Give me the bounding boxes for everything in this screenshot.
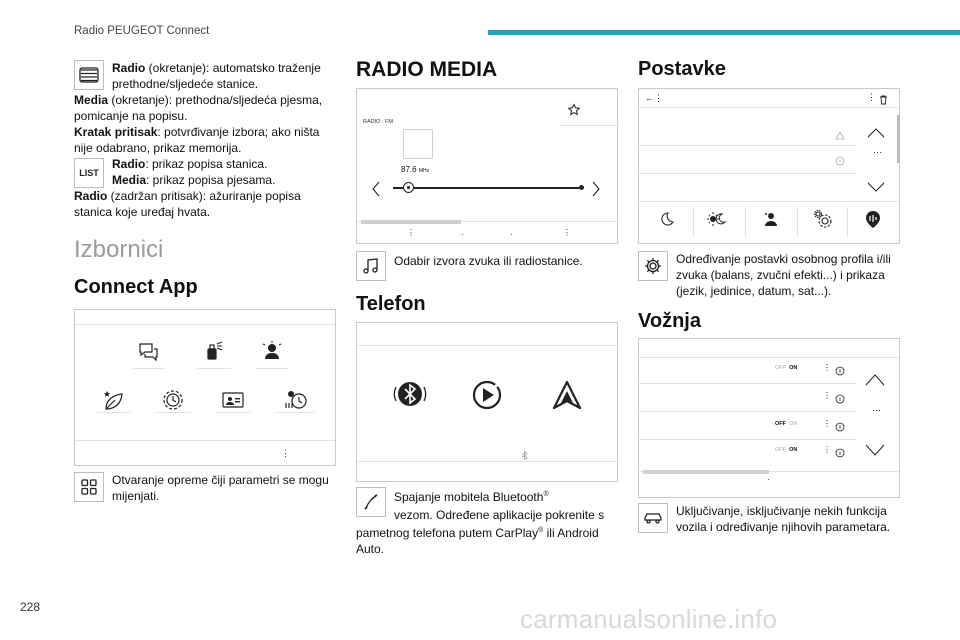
running-header: Radio PEUGEOT Connect xyxy=(74,25,210,37)
toggle-row-3[interactable] xyxy=(775,421,797,427)
row-1-more-icon[interactable]: ⋮ xyxy=(823,363,831,372)
radio-dot-2: · xyxy=(510,230,513,239)
list-media-text: : prikaz popisa pjesama. xyxy=(146,173,276,187)
station-artwork xyxy=(403,129,433,159)
radio-more-right-icon[interactable]: ⋮ xyxy=(563,228,571,237)
connect-app-title: Connect App xyxy=(74,276,198,298)
chat-settings-icon[interactable] xyxy=(137,340,159,367)
row-4-more-icon[interactable]: ⋮ xyxy=(823,445,831,454)
connect-app-screen xyxy=(74,309,336,466)
toggle-4-off: OFF xyxy=(775,447,786,453)
phone-caption-part-b: vezom. Određene aplikacije pokrenite s pametnog telefona putem CarPlay xyxy=(356,508,605,540)
short-press-label: Kratak pritisak xyxy=(74,125,158,139)
media-label: Media xyxy=(74,93,109,107)
settings-back-icon[interactable]: ←⋮ xyxy=(645,93,663,103)
radio-screen xyxy=(356,88,618,244)
page-number: 228 xyxy=(20,600,41,614)
postavke-title: Postavke xyxy=(638,58,726,80)
list-radio-label: Radio xyxy=(112,157,146,171)
music-note-icon xyxy=(356,251,386,281)
list-radio-text: : prikaz popisa stanica. xyxy=(145,157,268,171)
system-settings-icon[interactable] xyxy=(813,209,833,234)
voznja-title: Vožnja xyxy=(638,310,701,332)
android-auto-icon[interactable] xyxy=(551,379,583,416)
row-1-info-icon[interactable] xyxy=(835,363,845,381)
row-2-more-icon[interactable]: ⋮ xyxy=(823,391,831,400)
list-media-label: Media xyxy=(112,173,147,187)
radio-media-caption: Odabir izvora zvuka ili radiostanice. xyxy=(394,254,583,268)
list-desc xyxy=(112,156,327,188)
toggle-row-1[interactable] xyxy=(775,365,797,371)
apps-grid-icon xyxy=(74,472,104,502)
toggle-1-on: ON xyxy=(789,365,798,371)
toggle-row-4[interactable] xyxy=(775,447,797,453)
row-2-info-icon[interactable] xyxy=(835,391,845,409)
frequency-slider-end xyxy=(579,185,584,190)
frequency-value: 87.6 xyxy=(401,165,417,174)
driving-page-indicator xyxy=(643,470,769,474)
list-button-icon xyxy=(74,158,104,188)
driving-ellipsis-icon: ··· xyxy=(872,405,881,415)
connect-app-caption: Otvaranje opreme čiji parametri se mogu mijenjati. xyxy=(112,473,329,503)
settings-scrollbar[interactable] xyxy=(897,115,900,163)
radio-band: RADIO : FM xyxy=(363,119,393,125)
driving-screen xyxy=(638,338,900,498)
toggle-1-off: OFF xyxy=(775,365,786,371)
settings-caption-wrap xyxy=(638,251,904,299)
settings-ellipsis-icon: ··· xyxy=(873,147,882,157)
section-title-izbornici: Izbornici xyxy=(74,236,164,263)
warning-triangle-icon xyxy=(835,127,845,145)
radio-page-indicator xyxy=(361,220,461,224)
row-3-more-icon[interactable]: ⋮ xyxy=(823,419,831,428)
media-scroll-desc xyxy=(74,92,329,156)
tune-prev-icon[interactable] xyxy=(371,181,381,202)
driving-scroll-up-icon[interactable] xyxy=(865,373,885,391)
registered-mark-2: ® xyxy=(538,527,544,534)
settings-more-icon[interactable]: ⋮ xyxy=(867,92,876,102)
telefon-caption-b xyxy=(356,487,620,557)
settings-scroll-down-icon[interactable] xyxy=(867,179,885,197)
bluetooth-icon[interactable] xyxy=(393,377,427,416)
tune-next-icon[interactable] xyxy=(591,181,601,202)
driving-caption: Uključivanje, isključivanje nekih funkcija vozila i određivanje njihovih parametara. xyxy=(676,504,891,534)
day-night-icon[interactable] xyxy=(707,211,727,232)
registered-mark-1: ® xyxy=(543,491,549,498)
connect-more-icon[interactable]: ⋮ xyxy=(281,448,290,458)
list-icon-label: LIST xyxy=(79,168,99,178)
row-4-info-icon[interactable] xyxy=(835,445,845,463)
watermark: carmanualsonline.info xyxy=(520,604,778,634)
driving-dot: · xyxy=(767,475,770,484)
toggle-3-on: ON xyxy=(789,421,798,427)
radio-text: (okretanje): automatsko traženje prethodne/sljedeće stanice. xyxy=(112,61,321,91)
list-hold-text: (zadržan pritisak): ažuriranje popisa stanica koje uređaj hvata. xyxy=(74,189,301,219)
telephone-screen xyxy=(356,322,618,482)
radio-scroll-desc xyxy=(112,60,327,92)
header-accent-bar xyxy=(488,30,960,35)
short-press-text: : potvrđivanje izbora; ako ništa nije odabrano, prikaz memorija. xyxy=(74,125,320,155)
driving-caption-wrap xyxy=(638,503,904,535)
settings-caption: Određivanje postavki osobnog profila i/ili zvuka (balans, zvučni efekti...) i prikaza (jezik, jedinice, datum, sat...). xyxy=(676,252,891,298)
carplay-icon[interactable] xyxy=(471,379,503,416)
frequency-slider-thumb[interactable] xyxy=(403,182,414,193)
list-hold-desc xyxy=(74,188,329,220)
settings-scroll-up-icon[interactable] xyxy=(867,125,885,143)
bluetooth-status-icon xyxy=(521,447,528,465)
phone-caption-part-a: Spajanje mobitela Bluetooth xyxy=(394,490,544,504)
favorite-star-icon[interactable] xyxy=(567,103,581,122)
radio-scroll-icon xyxy=(74,60,104,90)
info-icon xyxy=(835,153,845,171)
spray-icon[interactable] xyxy=(203,340,225,367)
radio-dot-1: · xyxy=(461,230,464,239)
phone-caption-part-c: ili Android Auto. xyxy=(356,526,599,556)
radio-frequency xyxy=(401,165,429,174)
toggle-3-off: OFF xyxy=(775,421,786,427)
telefon-title: Telefon xyxy=(356,293,426,315)
user-profile-icon[interactable] xyxy=(261,340,283,367)
row-3-info-icon[interactable] xyxy=(835,419,845,437)
list-hold-label: Radio xyxy=(74,189,108,203)
night-mode-icon[interactable] xyxy=(659,211,675,232)
frequency-unit: MHz xyxy=(418,168,430,174)
media-text: (okretanje): prethodna/sljedeća pjesma, pomicanje na popisu. xyxy=(74,93,323,123)
profile-settings-icon[interactable] xyxy=(763,211,779,232)
sound-settings-icon[interactable] xyxy=(863,209,883,234)
radio-media-title: RADIO MEDIA xyxy=(356,58,498,81)
toggle-4-on: ON xyxy=(789,447,798,453)
radio-more-left-icon[interactable]: ⋮ xyxy=(407,228,415,237)
settings-screen xyxy=(638,88,900,244)
radio-label: Radio xyxy=(112,61,146,75)
frequency-slider-track[interactable] xyxy=(393,187,579,189)
driving-scroll-down-icon[interactable] xyxy=(865,443,885,461)
phone-caption-part-b-spacer xyxy=(356,508,394,522)
